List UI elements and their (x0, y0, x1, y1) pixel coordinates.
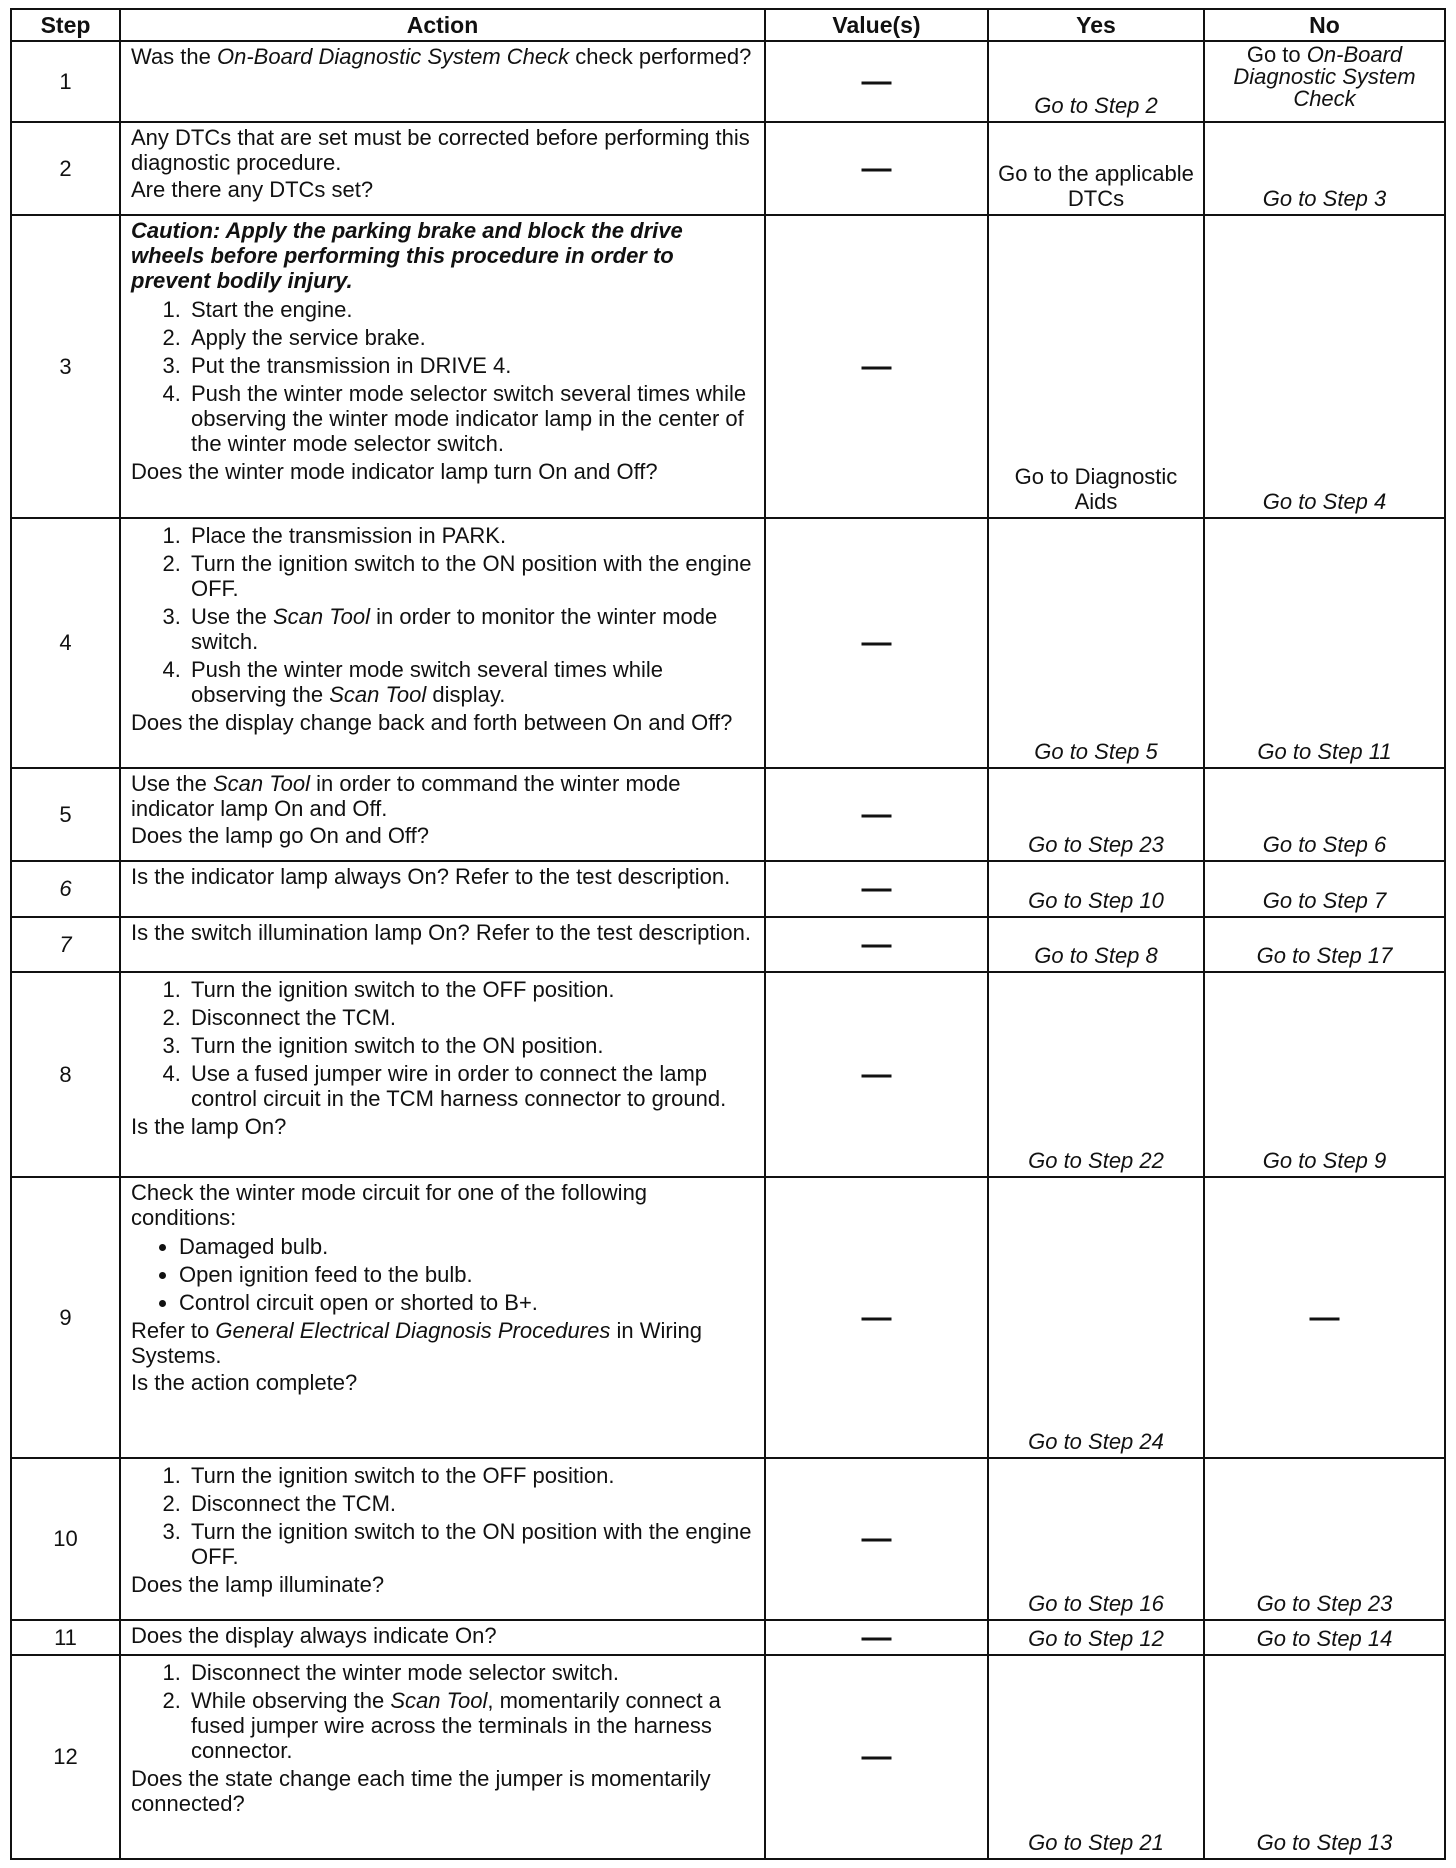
value-dash: — (765, 861, 988, 916)
yes-result: Go to Step 22 (988, 972, 1204, 1177)
table-row (11, 122, 1445, 215)
yes-result: Go to Diagnostic Aids (988, 215, 1204, 518)
action-cell (120, 122, 765, 215)
list-item: 2. Apply the service brake. (187, 325, 756, 350)
list-item: • Damaged bulb. (179, 1234, 756, 1259)
caution-text: Caution: Apply the parking brake and block the drive wheels before performing this procedure in order to prevent bodily injury. (131, 218, 683, 294)
value-dash: — (765, 972, 988, 1177)
no-result: Go to Step 13 (1204, 1655, 1445, 1859)
header-values: Value(s) (765, 9, 988, 41)
list-item: • Open ignition feed to the bulb. (179, 1262, 756, 1287)
no-result: Go to Step 3 (1204, 122, 1445, 215)
table-row (11, 215, 1445, 518)
action-text: Does the display always indicate On? (131, 1622, 497, 1648)
action-question: Is the action complete? (131, 1370, 358, 1396)
action-text: Use the Scan Tool in order to command the winter mode indicator lamp On and Off. (131, 771, 681, 822)
no-result: Go to Step 23 (1204, 1458, 1445, 1620)
header-step: Step (11, 9, 120, 41)
no-dash: — (1204, 1177, 1445, 1457)
table-row (11, 861, 1445, 916)
action-question: Are there any DTCs set? (131, 176, 374, 202)
list-item: 1. Start the engine. (187, 297, 756, 322)
action-cell (120, 1458, 765, 1620)
procedure-list (131, 297, 756, 456)
action-question: Does the display change back and forth between On and Off? (131, 709, 733, 735)
list-item: 3. Put the transmission in DRIVE 4. (187, 353, 756, 378)
action-cell (120, 1620, 765, 1655)
action-cell (120, 41, 765, 122)
list-item: 1. Turn the ignition switch to the OFF position. (187, 977, 756, 1002)
action-cell (120, 917, 765, 972)
no-result: Go to Step 4 (1204, 215, 1445, 518)
list-item: 2. Disconnect the TCM. (187, 1491, 756, 1516)
refer-text: Refer to General Electrical Diagnosis Procedures in Wiring Systems. (131, 1318, 703, 1369)
action-cell (120, 215, 765, 518)
yes-result: Go to Step 10 (988, 861, 1204, 916)
value-dash: — (765, 1655, 988, 1859)
no-result: Go to Step 14 (1204, 1620, 1445, 1655)
table-row (11, 518, 1445, 769)
table-row (11, 1655, 1445, 1859)
procedure-list (131, 523, 756, 707)
action-text: Was the On-Board Diagnostic System Check check performed? (131, 44, 752, 69)
list-item: 2. Disconnect the TCM. (187, 1005, 756, 1030)
action-question: Does the state change each time the jumper is momentarily connected? (131, 1765, 711, 1816)
step-number: 9 (11, 1177, 120, 1457)
yes-result: Go to Step 8 (988, 917, 1204, 972)
yes-result: Go to Step 2 (988, 41, 1204, 122)
step-number: 7 (11, 917, 120, 972)
step-number: 2 (11, 122, 120, 215)
list-item: 4. Push the winter mode switch several times while observing the Scan Tool display. (187, 657, 756, 707)
action-text: Any DTCs that are set must be corrected before performing this diagnostic procedure. (131, 124, 750, 175)
yes-result: Go to Step 16 (988, 1458, 1204, 1620)
table-row (11, 972, 1445, 1177)
action-question: Is the lamp On? (131, 1114, 287, 1140)
action-cell (120, 861, 765, 916)
procedure-list (131, 977, 756, 1111)
list-item: 4. Use a fused jumper wire in order to connect the lamp control circuit in the TCM harness connector to ground. (187, 1061, 756, 1111)
list-item: 3. Use the Scan Tool in order to monitor the winter mode switch. (187, 604, 756, 654)
action-question: Does the lamp illuminate? (131, 1571, 385, 1597)
action-text: Is the switch illumination lamp On? Refer to the test description. (131, 919, 751, 945)
action-text: Check the winter mode circuit for one of the following conditions: (131, 1180, 648, 1231)
step-number: 5 (11, 768, 120, 861)
value-dash: — (765, 41, 988, 122)
list-item: 4. Push the winter mode selector switch several times while observing the winter mode indicator lamp in the center of the winter mode selector switch. (187, 381, 756, 456)
yes-result: Go to the applicable DTCs (988, 122, 1204, 215)
step-number: 4 (11, 518, 120, 769)
action-text: Is the indicator lamp always On? Refer to the test description. (131, 864, 731, 890)
yes-result: Go to Step 5 (988, 518, 1204, 769)
header-row (11, 9, 1445, 41)
table-row (11, 917, 1445, 972)
action-cell (120, 768, 765, 861)
no-result: Go to Step 6 (1204, 768, 1445, 861)
no-result: Go to Step 7 (1204, 861, 1445, 916)
action-cell (120, 1177, 765, 1457)
yes-result: Go to Step 12 (988, 1620, 1204, 1655)
yes-result: Go to Step 21 (988, 1655, 1204, 1859)
list-item: 2. Turn the ignition switch to the ON position with the engine OFF. (187, 551, 756, 601)
header-no: No (1204, 9, 1445, 41)
header-yes: Yes (988, 9, 1204, 41)
no-result: Go to On-Board Diagnostic System Check (1204, 41, 1445, 122)
step-number: 10 (11, 1458, 120, 1620)
step-number: 12 (11, 1655, 120, 1859)
no-result: Go to Step 11 (1204, 518, 1445, 769)
action-cell (120, 518, 765, 769)
value-dash: — (765, 1458, 988, 1620)
value-dash: — (765, 122, 988, 215)
list-item: • Control circuit open or shorted to B+. (179, 1290, 756, 1315)
procedure-list (131, 1660, 756, 1763)
value-dash: — (765, 1177, 988, 1457)
action-question: Does the lamp go On and Off? (131, 823, 429, 849)
condition-list (131, 1234, 756, 1315)
list-item: 2. While observing the Scan Tool, momentarily connect a fused jumper wire across the terminals in the harness connector. (187, 1688, 756, 1763)
value-dash: — (765, 215, 988, 518)
action-cell (120, 972, 765, 1177)
table-row (11, 41, 1445, 122)
procedure-list (131, 1463, 756, 1569)
value-dash: — (765, 1620, 988, 1655)
list-item: 1. Place the transmission in PARK. (187, 523, 756, 548)
header-action: Action (120, 9, 765, 41)
step-number: 1 (11, 41, 120, 122)
diagnostic-table (10, 8, 1446, 1860)
list-item: 1. Turn the ignition switch to the OFF position. (187, 1463, 756, 1488)
yes-result: Go to Step 23 (988, 768, 1204, 861)
value-dash: — (765, 768, 988, 861)
step-number: 11 (11, 1620, 120, 1655)
step-number: 6 (11, 861, 120, 916)
list-item: 1. Disconnect the winter mode selector switch. (187, 1660, 756, 1685)
no-result: Go to Step 17 (1204, 917, 1445, 972)
table-row (11, 1620, 1445, 1655)
action-question: Does the winter mode indicator lamp turn On and Off? (131, 459, 658, 485)
value-dash: — (765, 518, 988, 769)
step-number: 3 (11, 215, 120, 518)
yes-result: Go to Step 24 (988, 1177, 1204, 1457)
table-row (11, 768, 1445, 861)
value-dash: — (765, 917, 988, 972)
list-item: 3. Turn the ignition switch to the ON position with the engine OFF. (187, 1519, 756, 1569)
list-item: 3. Turn the ignition switch to the ON position. (187, 1033, 756, 1058)
action-cell (120, 1655, 765, 1859)
table-row (11, 1177, 1445, 1457)
step-number: 8 (11, 972, 120, 1177)
no-result: Go to Step 9 (1204, 972, 1445, 1177)
table-row (11, 1458, 1445, 1620)
